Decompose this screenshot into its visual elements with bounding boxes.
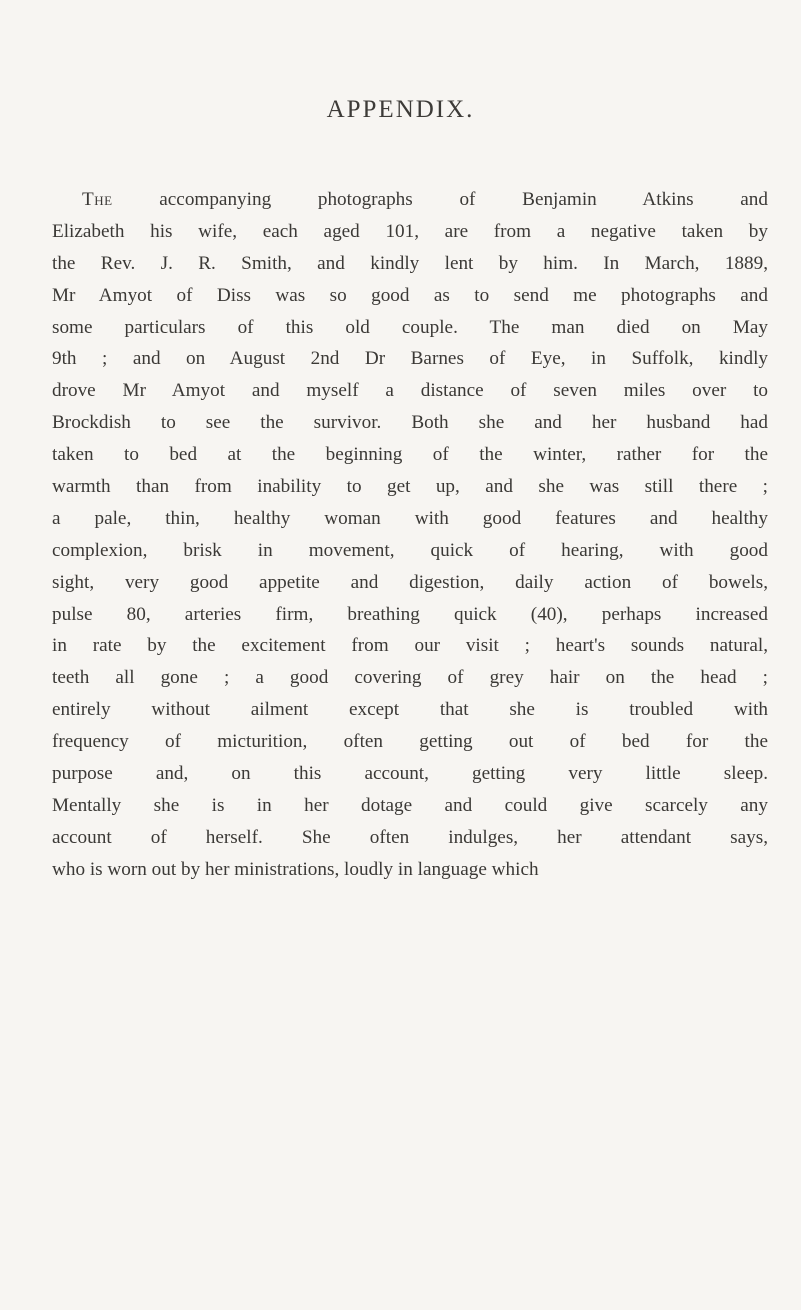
- body-text: [52, 184, 768, 886]
- body-line: complexion, brisk in movement, quick of hearing, with good: [52, 539, 768, 561]
- body-line: taken to bed at the beginning of the winter, rather for the: [52, 444, 768, 466]
- body-line: [52, 184, 768, 216]
- body-line: Elizabeth his wife, each aged 101, are from a negative taken by: [52, 220, 768, 242]
- body-line: Brockdish to see the survivor. Both she and her husband had: [52, 412, 768, 434]
- body-line: teeth all gone ; a good covering of grey hair on the head ;: [52, 667, 768, 689]
- body-line: Mentally she is in her dotage and could give scarcely any: [52, 794, 768, 816]
- body-line: entirely without ailment except that she is troubled with: [52, 699, 768, 721]
- body-line: Mr Amyot of Diss was so good as to send me photographs and: [52, 284, 768, 306]
- body-line: warmth than from inability to get up, and she was still there ;: [52, 476, 768, 498]
- body-line-text: accompanying photographs of Benjamin Atkins and: [112, 189, 768, 210]
- body-line: frequency of micturition, often getting out of bed for the: [52, 731, 768, 753]
- page-heading: APPENDIX.: [326, 96, 475, 123]
- body-line: the Rev. J. R. Smith, and kindly lent by him. In March, 1889,: [52, 252, 768, 274]
- body-line: in rate by the excitement from our visit ; heart's sounds natural,: [52, 635, 768, 657]
- body-first-word: The: [82, 189, 113, 210]
- body-line: some particulars of this old couple. The man died on May: [52, 316, 768, 338]
- body-line: drove Mr Amyot and myself a distance of seven miles over to: [52, 380, 768, 402]
- body-line: 9th ; and on August 2nd Dr Barnes of Eye, in Suffolk, kindly: [52, 348, 768, 370]
- body-line: a pale, thin, healthy woman with good features and healthy: [52, 507, 768, 529]
- body-line: pulse 80, arteries firm, breathing quick (40), perhaps increased: [52, 603, 768, 625]
- body-line: account of herself. She often indulges, her attendant says,: [52, 826, 768, 848]
- body-line: purpose and, on this account, getting very little sleep.: [52, 763, 768, 785]
- body-line: who is worn out by her ministrations, loudly in language which: [52, 858, 539, 880]
- body-line: sight, very good appetite and digestion, daily action of bowels,: [52, 571, 768, 593]
